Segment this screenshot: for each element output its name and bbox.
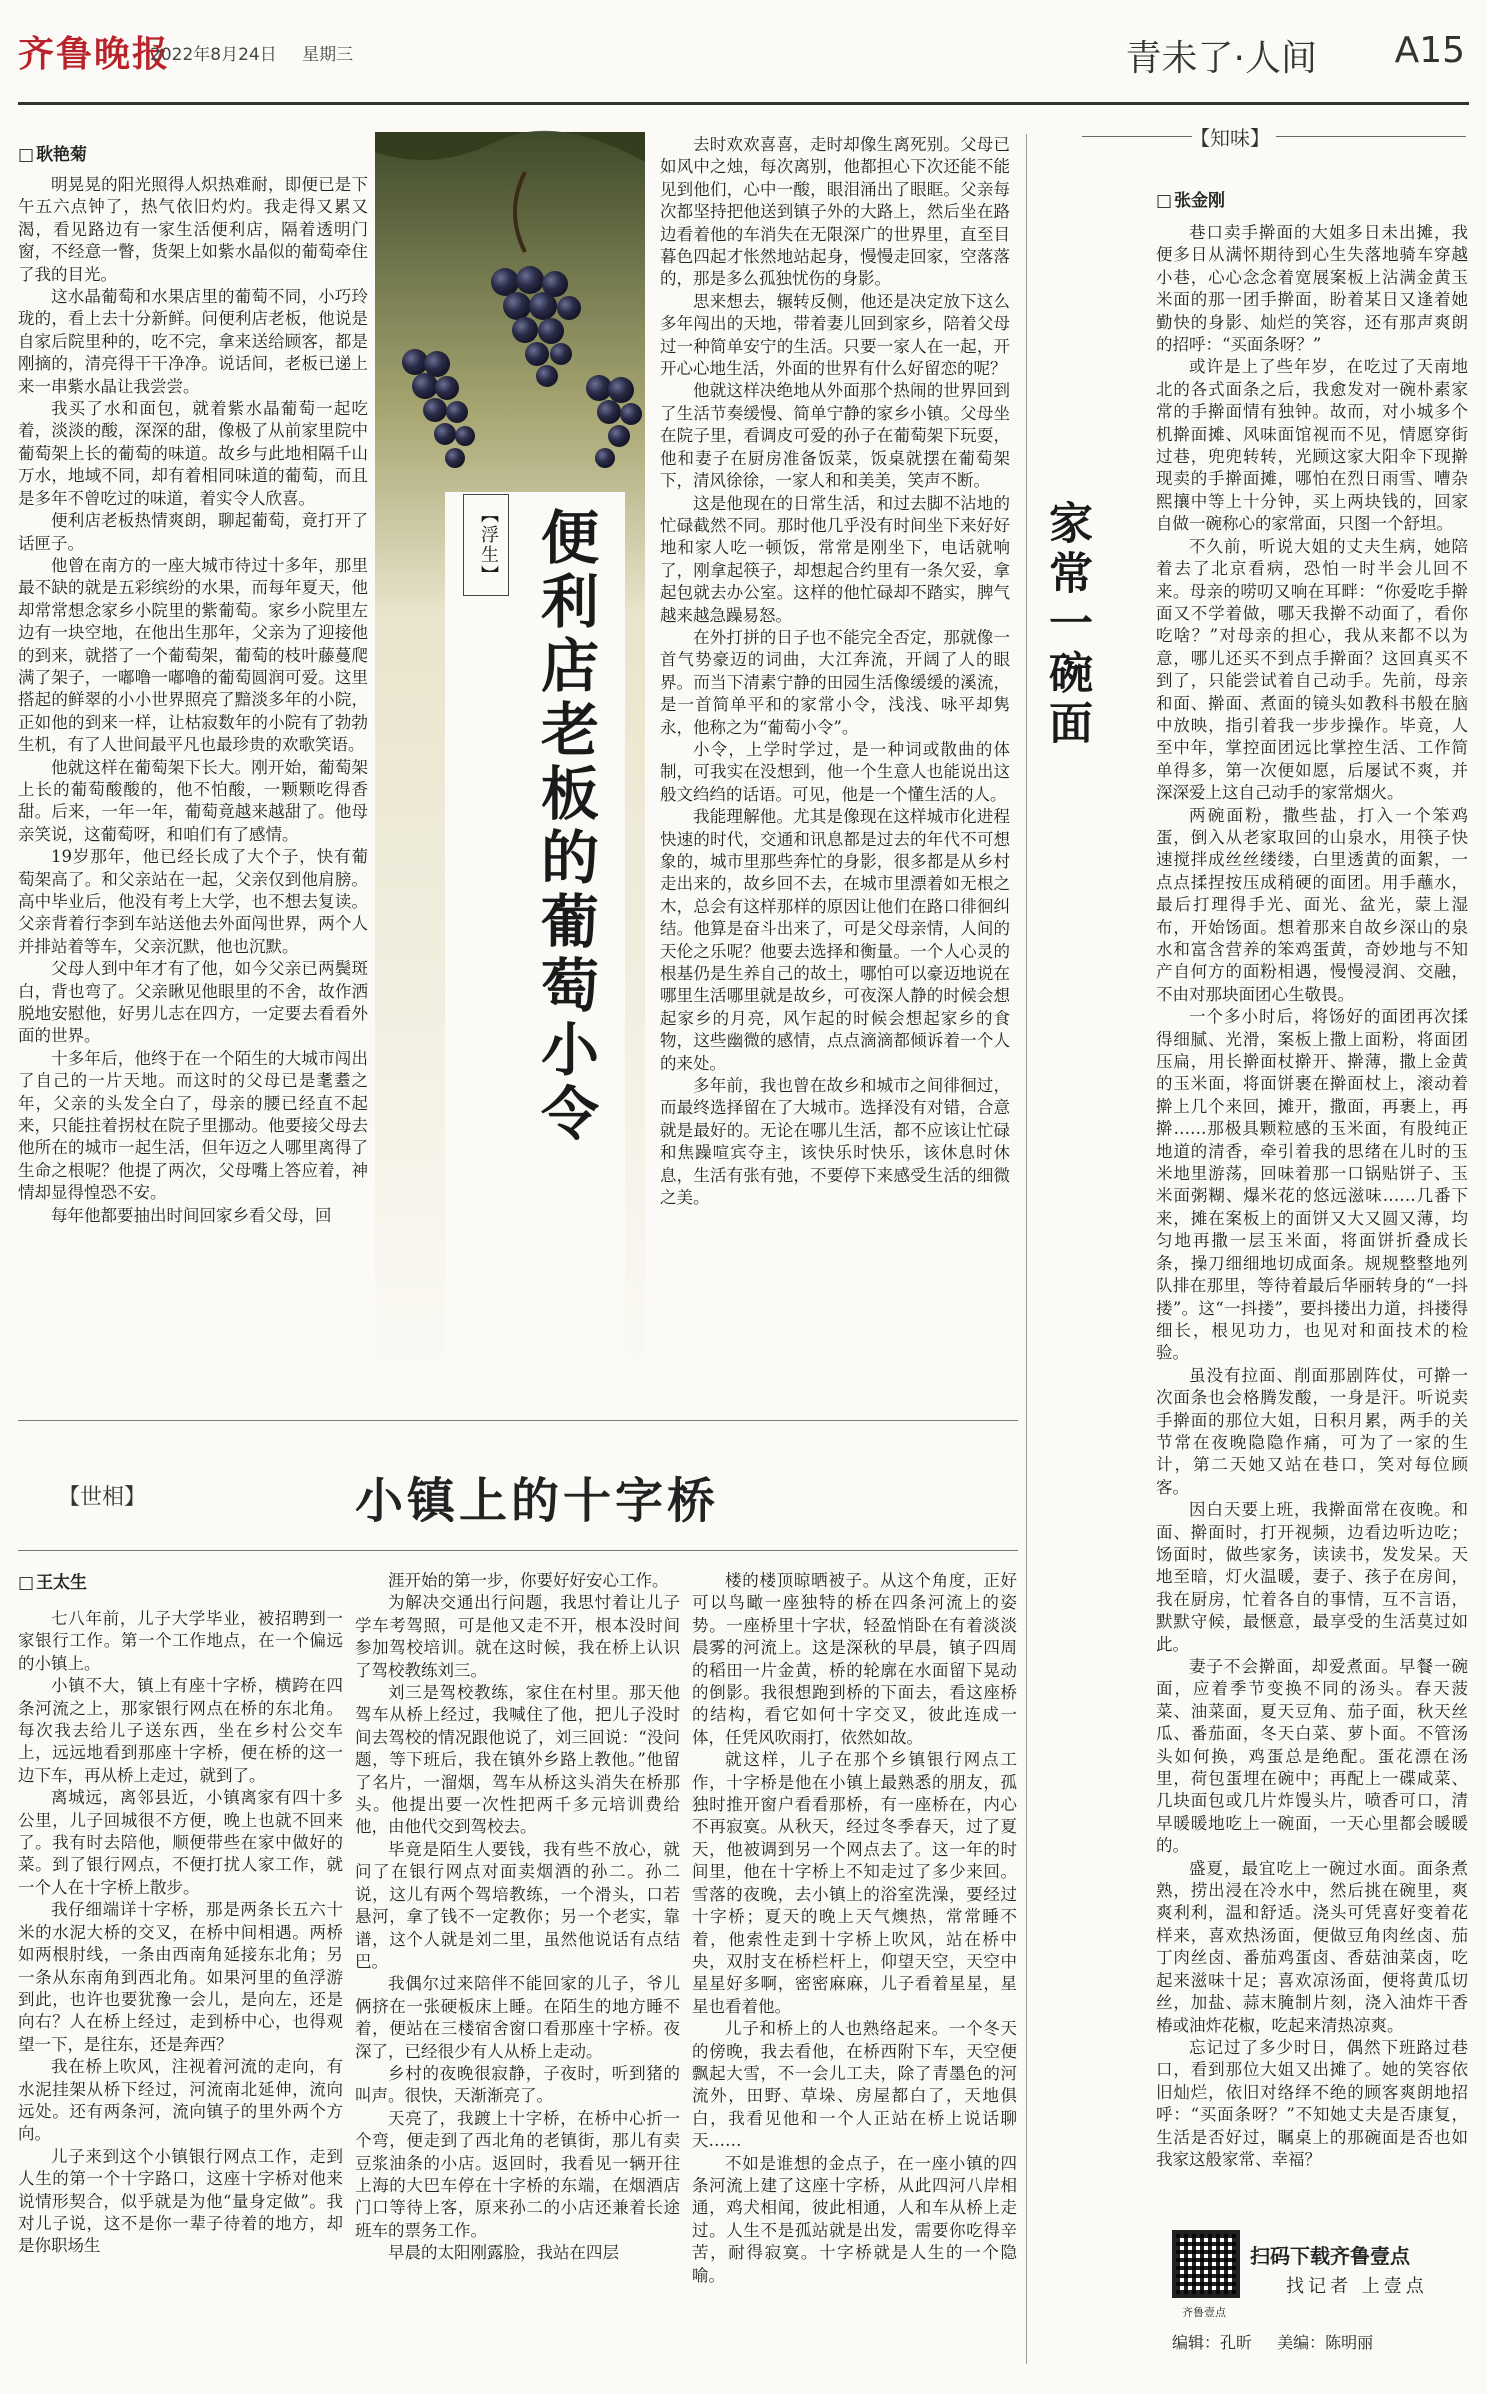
paragraph: 天亮了，我踱上十字桥，在桥中心折一个弯，便走到了西北角的老镇街，那儿有卖豆浆油条的小店。返回时，我看见一辆开往上海的大巴车停在十字桥的东端，在烟酒店门口等待上客，原来孙二的小店还兼着长途班车的票务工作。 [355, 2108, 680, 2240]
article2-column [1156, 222, 1468, 2169]
article3-column-3 [692, 1570, 1017, 2378]
editor-credit: 编辑：孔昕 [1172, 2333, 1253, 2352]
paragraph: 七八年前，儿子大学毕业，被招聘到一家银行工作。第一个工作地点，在一个偏远的小镇上。 [18, 1609, 343, 1673]
section-title: 青未了·人间 [1125, 38, 1317, 79]
tag-rule-right [1276, 136, 1466, 137]
paragraph: 虽没有拉面、削面那剧阵仗，可擀一次面条也会格腾发酸，一身是汗。听说卖手擀面的那位大姐，日积月累，两手的关节常在夜晚隐隐作痛，可为了一家的生计，第二天她又站在巷口，笑对每位顾客。 [1156, 1365, 1468, 1497]
grape-illustration-panel [375, 132, 645, 1402]
paragraph: 思来想去，辗转反侧，他还是决定放下这么多年闯出的天地，带着妻儿回到家乡，陪着父母过一种简单安宁的生活。只要一家人在一起，开开心心地生活，外面的世界有什么好留恋的呢？ [660, 291, 1010, 379]
paragraph: 乡村的夜晚很寂静，子夜时，听到猪的叫声。很快，天渐渐亮了。 [355, 2063, 680, 2106]
article2-title: 家常一碗面 [1041, 500, 1092, 750]
qr-label: 齐鲁壹点 [1182, 2306, 1226, 2319]
paragraph: 我仔细端详十字桥，那是两条长五六十米的水泥大桥的交叉，在桥中间相遇。两桥如两根肘线，一条由西南角延接东北角；另一条从东南角到西北角。如果河里的鱼浮游到此，也许也要犹豫一会儿，是向左，还是向右？人在桥上经过，走到桥中心，也得观望一下，是往东，还是奔西？ [18, 1900, 343, 2054]
issue-date [150, 40, 373, 65]
article3-rule-under-title [18, 1550, 1018, 1551]
paragraph: 不如是谁想的金点子，在一座小镇的四条河流上建了这座十字桥，从此四河八岸相通，鸡犬相闻，彼此相通，人和车从桥上走过。人生不是孤站就是出发，需要你吃得辛苦，耐得寂寞。十字桥就是人生的一个隐喻。 [692, 2153, 1017, 2285]
weekday: 星期三 [302, 45, 354, 65]
article1-column-2 [660, 134, 1010, 1406]
article1-column-1 [18, 174, 368, 1406]
masthead-rule [18, 102, 1469, 105]
slogan: 找记者 上壹点 [1286, 2276, 1428, 2297]
article1-author: □ 耿艳菊 [18, 140, 87, 165]
paragraph: 十多年后，他终于在一个陌生的大城市闯出了自己的一片天地。而这时的父母已是耄耋之年，父亲的头发全白了，母亲的腰已经直不起来，只能拄着拐杖在院子里挪动。他要接父母去他所在的城市一起生活，但年迈之人哪里离得了生命之根呢？他提了两次，父母嘴上答应着，神情却显得惶恐不安。 [18, 1048, 368, 1203]
paragraph: 便利店老板热情爽朗，聊起葡萄，竟打开了话匣子。 [18, 511, 368, 553]
paragraph: 我偶尔过来陪伴不能回家的儿子，爷儿俩挤在一张硬板床上睡。在陌生的地方睡不着，便站在三楼宿舍窗口看那座十字桥。夜深了，已经很少有人从桥上走动。 [355, 1974, 680, 2061]
paragraph: 在外打拼的日子也不能完全否定，那就像一首气势豪迈的词曲，大江奔流，开阔了人的眼界。而当下清素宁静的田园生活像缓缓的溪流，是一首简单平和的家常小令，浅浅、咏平却隽永，他称之为“葡萄小令”。 [660, 627, 1010, 737]
article3-rule-top [18, 1420, 1018, 1421]
paragraph: 盛夏，最宜吃上一碗过水面。面条煮熟，捞出浸在冷水中，然后挑在碗里，爽爽利利，温和舒适。浇头可凭喜好变着花样来，喜欢热汤面，便做豆角肉丝卤、茄丁肉丝卤、番茄鸡蛋卤、香菇油菜卤，吃起来滋味十足；喜欢凉汤面，便将黄瓜切丝，加盐、蒜末腌制片刻，浇入油炸干香椿或油炸花椒，吃起来清热凉爽。 [1156, 1858, 1468, 2035]
paragraph: 每年他都要抽出时间回家乡看父母，回 [51, 1205, 332, 1225]
designer-credit: 美编：陈明丽 [1277, 2333, 1374, 2352]
article1-title: 便利店老板的葡萄小令 [531, 507, 599, 1147]
credits [1172, 2330, 1373, 2353]
paragraph: 这是他现在的日常生活，和过去脚不沾地的忙碌截然不同。那时他几乎没有时间坐下来好好地和家人吃一顿饭，常常是刚坐下，电话就响了，刚拿起筷子，却想起合约里有一条欠妥，拿起包就去办公室。这样的他忙碌却不踏实，脾气越来越急躁易怒。 [660, 493, 1010, 625]
date: 2022年8月24日 [150, 45, 277, 65]
paragraph: 楼的楼顶晾晒被子。从这个角度，正好可以鸟瞰一座独特的桥在四条河流上的姿势。一座桥里十字状，轻盈悄卧在有着淡淡晨雾的河流上。这是深秋的早晨，镇子四周的稻田一片金黄，桥的轮廓在水面留下晃动的倒影。我很想跑到桥的下面去，看这座桥的结构，看它如何十字交叉，彼此连成一体，任凭风吹雨打，依然如故。 [692, 1571, 1017, 1747]
paragraph: 去时欢欢喜喜，走时却像生离死别。父母已如风中之烛，每次离别，他都担心下次还能不能见到他们，心中一酸，眼泪涌出了眼眶。父亲每次都坚持把他送到镇子外的大路上，然后坐在路边看着他的车消失在无限深广的世界里，直至目暮色四起才怅然地站起身，慢慢走回家，空落落的，那是多么孤独忧伤的身影。 [660, 135, 1010, 289]
paragraph: 19岁那年，他已经长成了大个子，快有葡萄架高了。和父亲站在一起，父亲仅到他肩膀。高中毕业后，他没有考上大学，也不想去复读。父亲背着行李到车站送他去外面闯世界，两个人并排站着等车，父亲沉默，他也沉默。 [18, 847, 368, 956]
paragraph: 我能理解他。尤其是像现在这样城市化进程快速的时代，交通和讯息都是过去的年代不可想象的，城市里那些奔忙的身影，很多都是从乡村走出来的，故乡回不去，在城市里漂着如无根之木，总会有这样那样的原因让他们在路口徘徊纠结。他算是奋斗出来了，可是父母亲情，人间的天伦之乐呢？他要去选择和衡量。一个人心灵的根基仍是生养自己的故土，哪怕可以豪迈地说在哪里生活哪里就是故乡，可夜深人静的时候会想起家乡的月亮，风乍起的时候会想起家乡的食物，这些幽微的感情，点点滴滴都倾诉着一个人的来处。 [660, 807, 1010, 1073]
article3-column-1 [18, 1608, 343, 2378]
paragraph: 妻子不会擀面，却爱煮面。早餐一碗面，应着季节变换不同的汤头。春天菠菜、油菜面，夏天豆角、茄子面，秋天丝瓜、番茄面，冬天白菜、萝卜面。不管汤头如何换，鸡蛋总是绝配。蛋花漂在汤里，荷包蛋埋在碗中；再配上一碟咸菜、几块面包或几片炸馒头片，喷香可口，清早暖暖地吃上一碗面，一天心里都会暖暖的。 [1156, 1657, 1468, 1856]
article2-tag: 【知味】 [1190, 126, 1270, 150]
page-number: A15 [1394, 30, 1465, 71]
paragraph: 或许是上了些年岁，在吃过了天南地北的各式面条之后，我愈发对一碗朴素家常的手擀面情有独钟。故而，对小城多个机擀面摊、风味面馆视而不见，情愿穿街过巷，兜兜转转，光顾这家大阳伞下现擀现卖的手擀面摊，哪怕在烈日雨雪、嘈杂熙攘中等上十分钟，买上两块钱的，回家自做一碗称心的家常面，只图一个舒坦。 [1156, 357, 1468, 534]
paragraph: 小镇不大，镇上有座十字桥，横跨在四条河流之上，那家银行网点在桥的东北角。每次我去给儿子送东西，坐在乡村公交车上，远远地看到那座十字桥，便在桥的这一边下车，再从桥上走过，就到了。 [18, 1676, 343, 1785]
article3-author: □ 王太生 [18, 1568, 87, 1593]
paragraph: 两碗面粉，撒些盐，打入一个笨鸡蛋，倒入从老家取回的山泉水，用筷子快速搅拌成丝丝缕缕，白里透黄的面絮，一点点揉捏按压成稍硬的面团。用手蘸水，最后打理得手光、面光、盆光，蒙上湿布，开始饧面。想着那来自故乡深山的泉水和富含营养的笨鸡蛋黄，奇妙地与不知产自何方的面粉相遇，慢慢浸润、交融，不由对那块面团心生敬畏。 [1156, 805, 1468, 1004]
qr-caption: 扫码下载齐鲁壹点 [1250, 2244, 1410, 2268]
paragraph: 我买了水和面包，就着紫水晶葡萄一起吃着，淡淡的酸，深深的甜，像极了从前家里院中葡萄架上长的葡萄的味道。故乡与此地相隔千山万水，地域不同，却有着相同味道的葡萄，而且是多年不曾吃过的味道，着实令人欣喜。 [18, 399, 368, 508]
paragraph: 涯开始的第一步，你要好好安心工作。 [388, 1571, 669, 1590]
paragraph: 父母人到中年才有了他，如今父亲已两鬓斑白，背也弯了。父亲瞅见他眼里的不舍，故作洒脱地安慰他，好男儿志在四方，一定要去看看外面的世界。 [18, 959, 368, 1046]
paragraph: 明晃晃的阳光照得人炽热难耐，即便已是下午五六点钟了，热气依旧灼灼。我走得又累又渴，看见路边有一家生活便利店，隔着透明门窗，不经意一瞥，货架上如紫水晶似的葡萄牵住了我的目光。 [18, 175, 368, 284]
column-divider [1026, 134, 1027, 2364]
article1-tag: 【浮生】 [463, 494, 509, 596]
paragraph: 不久前，听说大姐的丈夫生病，她陪着去了北京看病，恐怕一时半会儿回不来。母亲的唠叨又响在耳畔：“你爱吃手擀面又不学着做，哪天我擀不动面了，看你吃啥？”对母亲的担心，我从来都不以为意，哪儿还买不到点手擀面？这回真买不到了，只能尝试着自己动手。先前，母亲和面、擀面、煮面的镜头如教科书般在脑中放映，指引着我一步步操作。毕竟，人至中年，掌控面团远比掌控生活、工作简单得多，第一次便如愿，后屡试不爽，并深深爱上这自己动手的家常烟火。 [1156, 536, 1468, 803]
paragraph: 离城远，离邻县近，小镇离家有四十多公里，儿子回城很不方便，晚上也就不回来了。我有时去陪他，顺便带些在家中做好的菜。到了银行网点，不便打扰人家工作，就一个人在十字桥上散步。 [18, 1788, 343, 1897]
article2-author: □ 张金刚 [1156, 186, 1225, 211]
article3-tag: 【世相】 [58, 1485, 147, 1510]
paragraph: 早晨的太阳刚露脸，我站在四层 [388, 2243, 619, 2263]
paragraph: 巷口卖手擀面的大姐多日未出摊，我便多日从满怀期待到心生失落地骑车穿越小巷，心心念念着宽展案板上沾满金黄玉米面的那一团手擀面，盼着某日又逢着她勤快的身影、灿烂的笑容，还有那声爽朗的招呼：“买面条呀？” [1156, 223, 1468, 355]
paragraph: 因白天要上班，我擀面常在夜晚。和面、擀面时，打开视频，边看边听边吃；饧面时，做些家务，读读书，发发呆。天地至暗，灯火温暖，妻子、孩子在房间，我在厨房，忙着各自的事情，互不言语，默默守候，最惬意，最享受的生活莫过如此。 [1156, 1500, 1468, 1654]
paragraph: 他就这样决绝地从外面那个热闹的世界回到了生活节奏缓慢、简单宁静的家乡小镇。父母坐在院子里，看调皮可爱的孙子在葡萄架下玩耍，他和妻子在厨房准备饭菜，饭桌就摆在葡萄架下，清风徐徐，一家人和和美美，笑声不断。 [660, 381, 1010, 491]
paragraph: 就这样，儿子在那个乡镇银行网点工作，十字桥是他在小镇上最熟悉的朋友，孤独时推开窗户看看那桥，有一座桥在，内心不再寂寞。从秋天，经过冬季春天，过了夏天，他被调到另一个网点去了。这一年的时间里，他在十字桥上不知走过了多少来回。雪落的夜晚，去小镇上的浴室洗澡，要经过十字桥；夏天的晚上天气燠热，常常睡不着，他索性走到十字桥上吹风，站在桥中央，双肘支在桥栏杆上，仰望天空，天空中星星好多啊，密密麻麻，儿子看着星星，星星也看着他。 [692, 1750, 1017, 2016]
paragraph: 儿子和桥上的人也熟络起来。一个冬天的傍晚，我去看他，在桥西附下车，天空便飘起大雪，不一会儿工夫，除了青墨色的河流外，田野、草垛、房屋都白了，天地俱白，我看见他和一个人正站在桥上说话聊天…… [692, 2019, 1017, 2151]
paragraph: 忘记过了多少时日，偶然下班路过巷口，看到那位大姐又出摊了。她的笑容依旧灿烂，依旧对络绎不绝的顾客爽朗地招呼：“买面条呀？”不知她丈夫是否康复，生活是否好过，瞩桌上的那碗面是否也如我家这般家常、幸福？ [1156, 2037, 1468, 2169]
paragraph: 儿子来到这个小镇银行网点工作，走到人生的第一个十字路口，这座十字桥对他来说情形契合，似乎就是为他“量身定做”。我对儿子说，这不是你一辈子待着的地方，却是你职场生 [18, 2146, 343, 2256]
paragraph: 为解决交通出行问题，我思忖着让儿子学车考驾照，可是他又走不开，根本没时间参加驾校培训。就在这时候，我在桥上认识了驾校教练刘三。 [355, 1593, 680, 1680]
paragraph: 他就这样在葡萄架下长大。刚开始，葡萄架上长的葡萄酸酸的，他不怕酸，一颗颗吃得香甜。后来，一年一年，葡萄竟越来越甜了。他母亲笑说，这葡萄呀，和咱们有了感情。 [18, 757, 368, 844]
qr-code[interactable] [1172, 2230, 1240, 2298]
paragraph: 多年前，我也曾在故乡和城市之间徘徊过，而最终选择留在了大城市。选择没有对错，合意就是最好的。无论在哪儿生活，都不应该让忙碌和焦躁喧宾夺主，该快乐时快乐，该休息时休息，生活有张有弛，不要停下来感受生活的细微之美。 [660, 1076, 1010, 1208]
newspaper-logo: 齐鲁晚报 [18, 33, 171, 75]
article3-title: 小镇上的十字桥 [355, 1473, 720, 1529]
paragraph: 我在桥上吹风，注视着河流的走向，有水泥挂架从桥下经过，河流南北延伸，流向远处。还有两条河，流向镇子的里外两个方向。 [18, 2057, 343, 2144]
paragraph: 刘三是驾校教练，家住在村里。那天他驾车从桥上经过，我喊住了他，把儿子没时间去驾校的情况跟他说了，刘三回说：“没问题，等下班后，我在镇外乡路上教他。”他留了名片，一溜烟，驾车从桥这头消失在桥那头。他提出要一次性把两千多元培训费给他，由他代交到驾校去。 [355, 1683, 680, 1837]
paragraph: 这水晶葡萄和水果店里的葡萄不同，小巧玲珑的，看上去十分新鲜。问便利店老板，他说是自家后院里种的，吃不完，拿来送给顾客，都是刚摘的，清亮得干干净净。说话间，老板已递上来一串紫水晶让我尝尝。 [18, 287, 368, 396]
paragraph: 毕竟是陌生人要钱，我有些不放心，就问了在银行网点对面卖烟酒的孙二。孙二说，这儿有两个驾培教练，一个滑头，口若悬河，拿了钱不一定教你；另一个老实，靠谱，这个人就是刘二里，虽然他说话有点结巴。 [355, 1839, 680, 1971]
paragraph: 小令，上学时学过，是一种词或散曲的体制，可我实在没想到，他一个生意人也能说出这般文绉绉的话语。可见，他是一个懂生活的人。 [660, 739, 1010, 804]
article3-column-2 [355, 1570, 680, 2378]
paragraph: 他曾在南方的一座大城市待过十多年，那里最不缺的就是五彩缤纷的水果，而每年夏天，他却常常想念家乡小院里的紫葡萄。家乡小院里左边有一块空地，在他出生那年，父亲为了迎接他的到来，就搭了一个葡萄架，葡萄的枝叶藤蔓爬满了架子，一嘟噜一嘟噜的葡萄圆润可爱。这里搭起的鲜翠的小小世界照亮了黯淡多年的小院，正如他的到来一样，让枯寂数年的小院有了勃勃生机，有了人世间最平凡也最珍贵的欢歌笑语。 [18, 555, 368, 755]
paragraph: 一个多小时后，将饧好的面团再次揉得细腻、光滑，案板上撒上面粉，将面团压扁，用长擀面杖擀开、擀薄，撒上金黄的玉米面，将面饼裹在擀面杖上，滚动着擀上几个来回，摊开，撒面，再裹上，再擀……那极具颗粒感的玉米面，有股纯正地道的清香，牵引着我的思绪在儿时的玉米地里游荡，回味着那一口锅贴饼子、玉米面粥糊、爆米花的悠远滋味……几番下来，摊在案板上的面饼又大又圆又薄，均匀地再撒一层玉米面，将面饼折叠成长条，操刀细细地切成面条。规规整整地列队排在那里，等待着最后华丽转身的“一抖搂”。这“一抖搂”，要抖搂出力道，抖搂得细长，根见功力，也见对和面技术的检验。 [1156, 1007, 1468, 1363]
tag-rule-left [1082, 136, 1192, 137]
